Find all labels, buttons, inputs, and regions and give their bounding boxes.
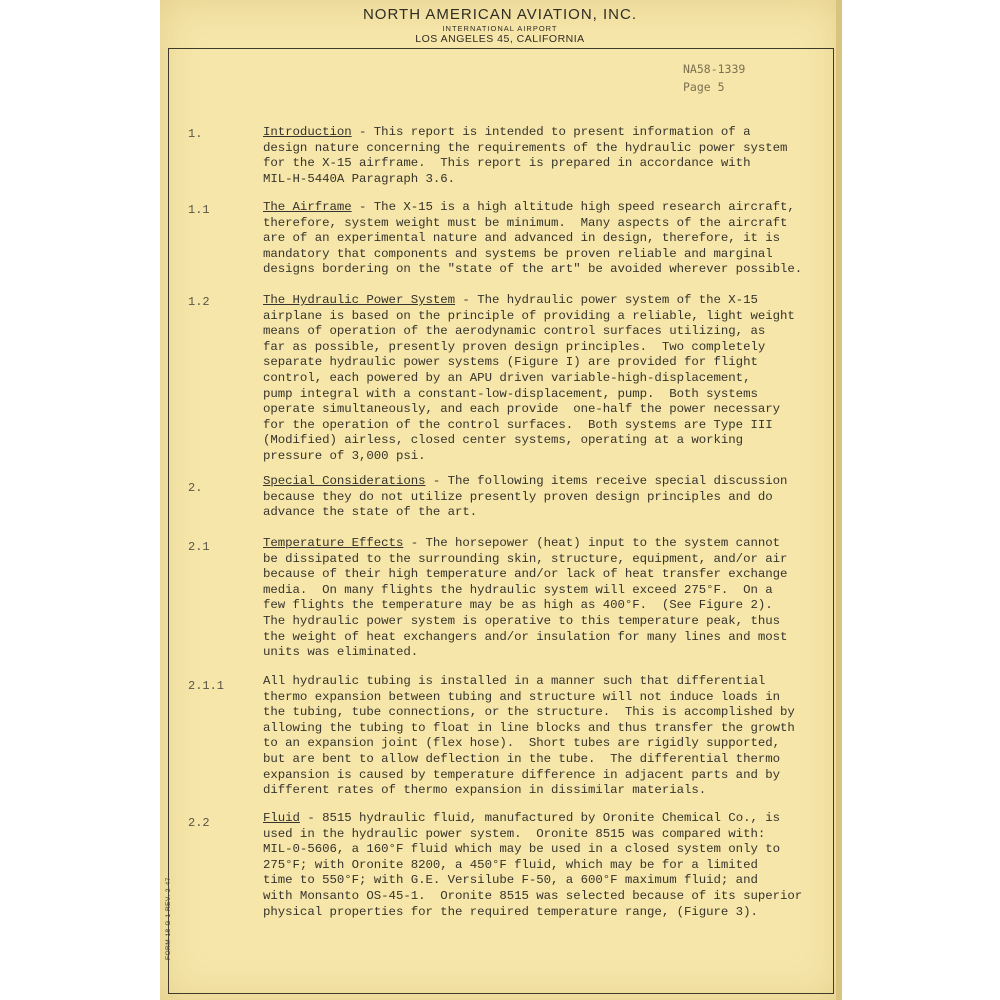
section-heading: Fluid xyxy=(263,811,300,825)
section-heading: The Airframe xyxy=(263,200,352,214)
page-number: Page 5 xyxy=(683,80,725,94)
page-edge xyxy=(836,0,842,1000)
section-body: All hydraulic tubing is installed in a manner such that differential thermo expansion between tubing and structure will not induce loads in the tubing, tube connections, or the structure. This is accomplished by allowing the tubing to float in line blocks and thus transfer the growth to an expansion joint (flex hose). Short tubes are rigidly supported, but are bent to allow deflection in the tube. The differential thermo expansion is caused by temperature difference in adjacent parts and by different rates of thermo expansion in dissimilar materials. xyxy=(263,674,795,798)
section-number: 2. xyxy=(188,481,203,495)
section-body: Introduction - This report is intended to present information of a design nature concerning the requirements of the hydraulic power system for the X-15 airframe. This report is prepared in accordance with MIL-H-5440A Paragraph 3.6. xyxy=(263,125,788,186)
section-body: Special Considerations - The following items receive special discussion because they do not utilize presently proven design principles and do advance the state of the art. xyxy=(263,474,788,520)
company-city: LOS ANGELES 45, CALIFORNIA xyxy=(415,33,585,45)
section-number: 2.1 xyxy=(188,540,210,554)
section-heading: Temperature Effects xyxy=(263,536,404,550)
section-body: The Airframe - The X-15 is a high altitude high speed research aircraft, therefore, system weight must be minimum. Many aspects of the aircraft are of an experimental nature and advanced in design, therefore, it is mandatory that components and systems be proven reliable and marginal designs bordering on the "state of the art" be avoided wherever possible. xyxy=(263,200,803,277)
section-number: 2.1.1 xyxy=(188,679,225,693)
section-heading: Introduction xyxy=(263,125,352,139)
section-number: 1.1 xyxy=(188,203,210,217)
section-heading: Special Considerations xyxy=(263,474,426,488)
company-location: INTERNATIONAL AIRPORT xyxy=(442,24,558,33)
document-number: NA58-1339 xyxy=(683,62,746,76)
company-name: NORTH AMERICAN AVIATION, INC. xyxy=(362,6,638,23)
section-body: Temperature Effects - The horsepower (heat) input to the system cannot be dissipated to the surrounding skin, structure, equipment, and/or air because of their high temperature and/or lack of heat transfer exchange media. On many flights the hydraulic system will exceed 275°F. On a few flights the temperature may be as high as 400°F. (See Figure 2). The hydraulic power system is operative to this temperature peak, thus the weight of heat exchangers and/or insulation for many lines and most units was eliminated. xyxy=(263,536,788,660)
letterhead xyxy=(160,6,840,45)
section-number: 1. xyxy=(188,127,203,141)
section-number: 2.2 xyxy=(188,816,210,830)
section-heading: The Hydraulic Power System xyxy=(263,293,456,307)
form-number-label: FORM 18-G-1 REV. 2-47 xyxy=(165,877,172,960)
section-body: Fluid - 8515 hydraulic fluid, manufactured by Oronite Chemical Co., is used in the hydraulic power system. Oronite 8515 was compared with: MIL-0-5606, a 160°F fluid which may be used in a closed system only to 275°F; with Oronite 8200, a 450°F fluid, which may be for a limited time to 550°F; with G.E. Versilube F-50, a 600°F maximum fluid; and with Monsanto OS-45-1. Oronite 8515 was selected because of its superior physical properties for the required temperature range, (Figure 3). xyxy=(263,811,803,919)
section-body: The Hydraulic Power System - The hydraulic power system of the X-15 airplane is based on the principle of providing a reliable, light weight means of operation of the aerodynamic control surfaces utilizing, as far as possible, presently proven design principles. Two completely separate hydraulic power systems (Figure I) are provided for flight control, each powered by an APU driven variable-high-displacement, pump integral with a constant-low-displacement, pump. Both systems operate simultaneously, and each provide one-half the power necessary for the operation of the control surfaces. Both systems are Type III (Modified) airless, closed center systems, operating at a working pressure of 3,000 psi. xyxy=(263,293,795,463)
section-number: 1.2 xyxy=(188,295,210,309)
